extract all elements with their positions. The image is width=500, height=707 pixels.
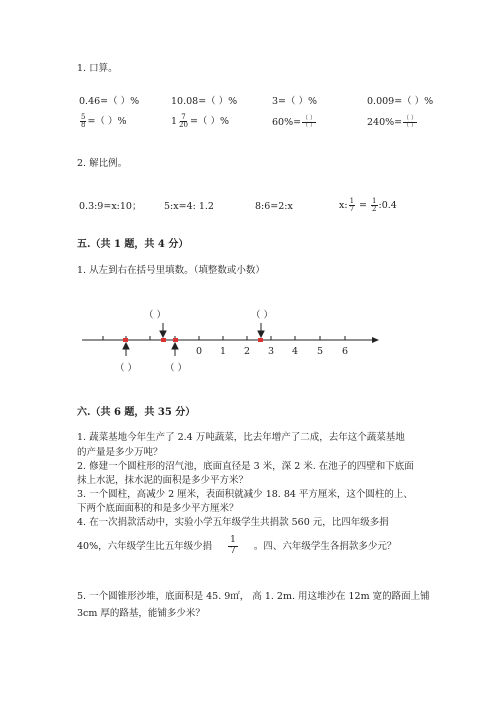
question-text: 1. 蔬菜基地今年生产了 2.4 万吨蔬菜，比去年增产了二成，去年这个蔬菜基地 [77,432,405,443]
question-text: 抹上水泥，抹水泥的面积是多少平方米？ [77,475,249,486]
question-text: 的产量是多少万吨？ [77,447,163,458]
section-heading: 六.（共 6 题，共 35 分） [77,407,196,418]
answer-blank: （ ） [164,363,188,374]
question-text: 1. 从左到右在括号里填数。（填整数或小数） [77,265,265,276]
question-text: 5. 一个圆锥形沙堆，底面积是 45. 9㎡， 高 1. 2m. 用这堆沙在 12m 宽的路面上铺 [77,591,430,602]
proportion-item: 8:6=2:x [255,201,293,212]
calc-item: 1 $\frac{7}{20}$ =（ ）% [171,113,229,129]
question-title: 2. 解比例。 [77,158,128,169]
calc-item: 240%= $\frac{( )}{( )}$ [367,115,418,129]
question-text: 下两个底面面积的和是多少平方厘米？ [77,503,239,514]
proportion-item: 0.3:9=x:10； [79,201,142,212]
question-text: 3cm 厚的路基，能铺多少米？ [77,608,205,619]
tick-label: 3 [267,346,275,357]
calc-item: 3=（ ）% [272,96,318,107]
calc-item: 10.08=（ ）% [171,96,238,107]
tick-label: 5 [316,346,324,357]
calc-item: 0.009=（ ）% [367,96,434,107]
calc-item: 60%= $\frac{( )}{( )}$ [272,115,316,129]
question-text: 40%，六年级学生比五年级少捐 $\frac{1}{7}$ 。四、六年级学生各捐款多少元？ [77,535,397,556]
tick-label: 2 [243,346,251,357]
tick-label: 4 [291,346,299,357]
answer-blank: （ ） [114,363,138,374]
proportion-item: x: $\frac{1}{7}$ = $\frac{1}{2}$ :0.4 [339,197,397,213]
calc-item: 0.46=（ ）% [79,96,140,107]
question-text: 4. 在一次捐款活动中，实验小学五年级学生共捐款 560 元，比四年级多捐 [77,517,389,528]
calc-item: $\frac{5}{8}$ =（ ）% [81,113,127,129]
tick-label: 1 [219,346,227,357]
answer-blank: （ ） [143,310,167,321]
proportion-item: 5:x=4: 1.2 [164,201,214,212]
tick-label: 6 [341,346,349,357]
answer-blank: （ ） [250,310,274,321]
section-heading: 五.（共 1 题，共 4 分） [77,239,189,250]
question-title: 1. 口算。 [77,63,118,74]
question-text: 2. 修建一个圆柱形的沼气池，底面直径是 3 米，深 2 米. 在池子的四壁和下底面 [77,461,414,472]
tick-label: 0 [195,346,203,357]
question-text: 3. 一个圆柱，高减少 2 厘米，表面积就减少 18. 84 平方厘米，这个圆柱的上、 [77,489,413,500]
